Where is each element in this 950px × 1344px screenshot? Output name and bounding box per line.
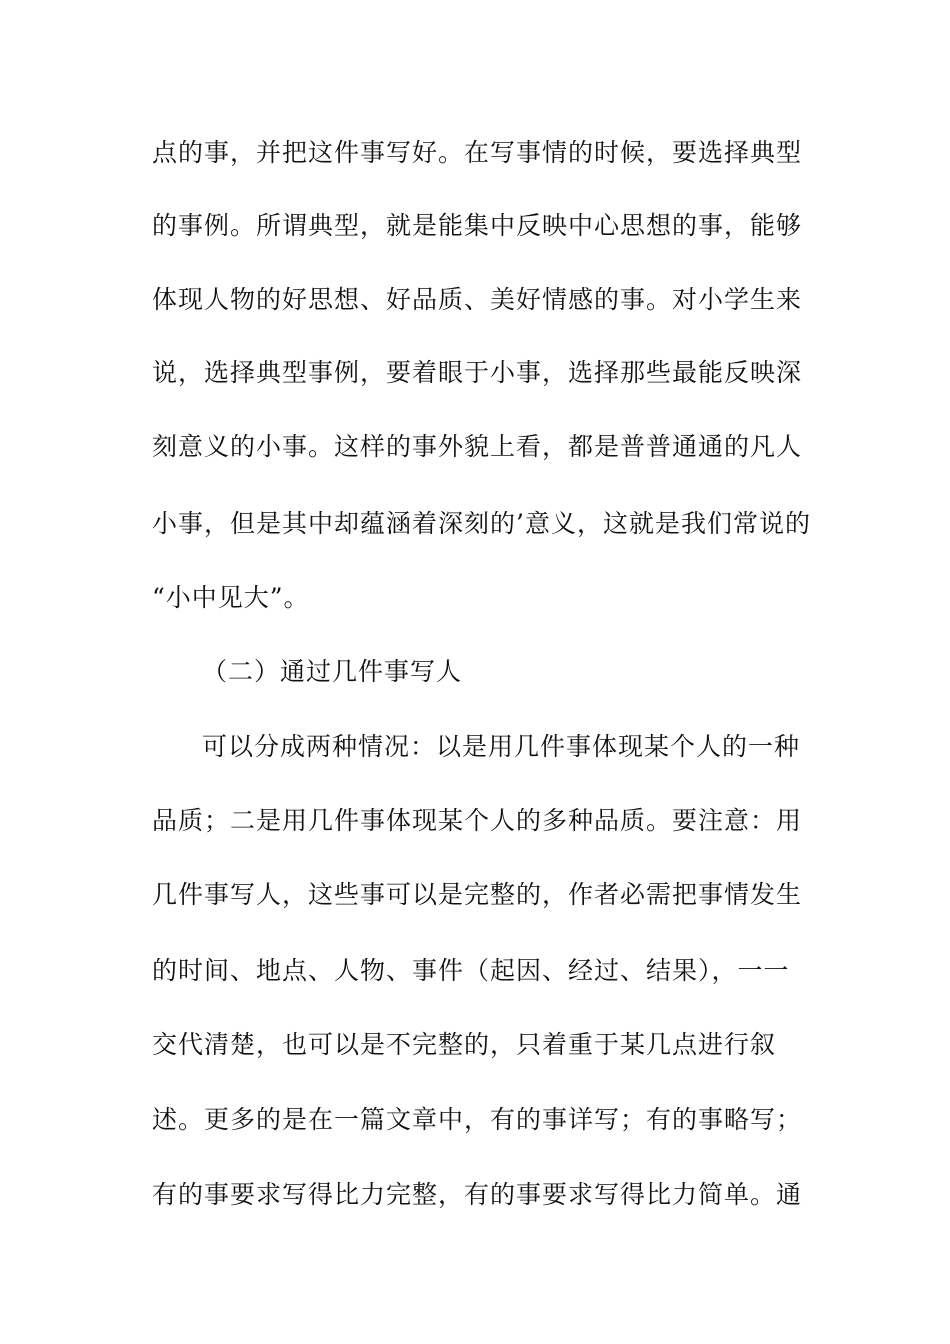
body-text-line: 说，选择典型事例，要着眼于小事，选择那些最能反映深 xyxy=(152,358,803,387)
body-text-line: 交代清楚，也可以是不完整的，只着重于某几点进行叙 xyxy=(152,1030,777,1059)
body-text-line: 有的事要求写得比力完整，有的事要求写得比力简单。通 xyxy=(152,1180,803,1209)
body-text-line: 点的事，并把这件事写好。在写事情的时候，要选择典型 xyxy=(152,138,803,167)
body-text-line: 的时间、地点、人物、事件（起因、经过、结果），一一 xyxy=(152,956,790,985)
body-text-line: 品质；二是用几件事体现某个人的多种品质。要注意：用 xyxy=(152,806,803,835)
paragraph-first-line: 可以分成两种情况：以是用几件事体现某个人的一种 xyxy=(202,732,801,761)
body-text-line: 述。更多的是在一篇文章中，有的事详写；有的事略写； xyxy=(152,1105,803,1134)
section-heading: （二）通过几件事写人 xyxy=(202,657,463,686)
body-text-line: 几件事写人，这些事可以是完整的，作者必需把事情发生 xyxy=(152,880,803,909)
body-text-line: 的事例。所谓典型，就是能集中反映中心思想的事，能够 xyxy=(152,211,803,240)
body-text-line: 刻意义的小事。这样的事外貌上看，都是普普通通的凡人 xyxy=(152,432,803,461)
body-text-line: “小中见大”。 xyxy=(152,583,310,612)
body-text-line: 小事，但是其中却蕴涵着深刻的’意义，这就是我们常说的 xyxy=(152,509,811,538)
body-text-line: 体现人物的好思想、好品质、美好情感的事。对小学生来 xyxy=(152,285,803,314)
